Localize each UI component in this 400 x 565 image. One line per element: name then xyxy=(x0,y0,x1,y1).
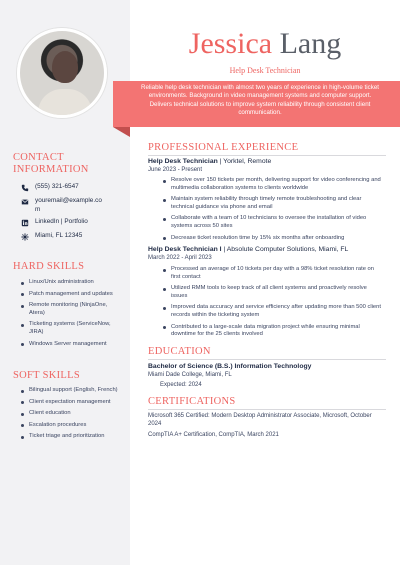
divider xyxy=(148,155,386,156)
list-item: Resolve over 150 tickets per month, delivering support for video conferencing and multimedia collaboration systems to clients worldwide xyxy=(162,177,384,192)
summary-text: Reliable help desk technician with almost two years of experience in high-volume ticket environments. Background in video management systems and computer support. Delivers technical solutions to improve system reliability through consistent client communication. xyxy=(141,84,379,117)
list-item: Escalation procedures xyxy=(20,422,120,430)
email-icon xyxy=(20,197,30,207)
hard-skills-list xyxy=(20,279,120,352)
list-item: Remote monitoring (NinjaOne, Atera) xyxy=(20,302,120,317)
contact-heading: CONTACT INFORMATION xyxy=(13,152,89,175)
experience-heading: PROFESSIONAL EXPERIENCE xyxy=(148,142,299,153)
contact-phone: (555) 321-6547 xyxy=(20,183,79,193)
job-title: Help Desk Technician I | Absolute Computer Solutions, Miami, FL xyxy=(148,246,349,253)
list-item: Linux/Unix administration xyxy=(20,279,120,287)
list-item: Ticket triage and prioritization xyxy=(20,433,120,441)
job-dates: June 2023 - Present xyxy=(148,167,203,173)
certification-item: CompTIA A+ Certification, CompTIA, March 2021 xyxy=(148,432,279,438)
sidebar xyxy=(0,0,130,565)
list-item: Contributed to a large-scale data migration project while ensuring minimal downtime for the 25 clients involved xyxy=(162,324,384,339)
list-item: Collaborate with a team of 10 technicians to oversee the installation of video systems across 50 sites xyxy=(162,215,384,230)
list-item: Client education xyxy=(20,410,120,418)
list-item: Ticketing systems (ServiceNow, JIRA) xyxy=(20,321,120,336)
list-item: Bilingual support (English, French) xyxy=(20,387,120,395)
list-item: Decrease ticket resolution time by 15% six months after onboarding xyxy=(162,235,384,243)
education-school: Miami Dade College, Miami, FL xyxy=(148,372,232,378)
job-dates: March 2022 - April 2023 xyxy=(148,255,212,261)
divider xyxy=(148,409,386,410)
job-bullets xyxy=(162,177,384,246)
soft-skills-heading: SOFT SKILLS xyxy=(13,370,80,381)
certification-item: Microsoft 365 Certified: Modern Desktop Administrator Associate, Microsoft, October 2024 xyxy=(148,413,372,427)
education-expected: Expected: 2024 xyxy=(160,382,202,388)
job-bullets xyxy=(162,266,384,343)
list-item: Processed an average of 10 tickets per day with a 98% ticket resolution rate on first contact xyxy=(162,266,384,281)
contact-email[interactable]: youremail@example.com xyxy=(20,197,125,214)
contact-links[interactable]: LinkedIn | Portfolio xyxy=(20,218,88,228)
certifications-heading: CERTIFICATIONS xyxy=(148,396,236,407)
summary-notch xyxy=(113,127,130,137)
list-item: Utilized RMM tools to keep track of all client systems and proactively resolve issues xyxy=(162,285,384,300)
list-item: Patch management and updates xyxy=(20,291,120,299)
divider xyxy=(148,359,386,360)
location-icon xyxy=(20,232,30,242)
list-item: Maintain system reliability through timely remote troubleshooting and clear technical guidance via phone and email xyxy=(162,196,384,211)
job-title: Help Desk Technician | Yorktel, Remote xyxy=(148,158,272,165)
linkedin-icon xyxy=(20,218,30,228)
phone-icon xyxy=(20,183,30,193)
soft-skills-list xyxy=(20,387,120,445)
education-degree: Bachelor of Science (B.S.) Information Technology xyxy=(148,363,312,370)
candidate-name: Jessica Lang xyxy=(188,27,342,60)
hard-skills-heading: HARD SKILLS xyxy=(13,261,85,272)
list-item: Windows Server management xyxy=(20,341,120,349)
education-heading: EDUCATION xyxy=(148,346,211,357)
profile-photo xyxy=(17,28,107,118)
contact-location: Miami, FL 12345 xyxy=(20,232,82,242)
list-item: Client expectation management xyxy=(20,399,120,407)
job-role: Help Desk Technician xyxy=(229,66,301,75)
list-item: Improved data accuracy and service efficiency after updating more than 500 client records within the ticketing system xyxy=(162,304,384,319)
